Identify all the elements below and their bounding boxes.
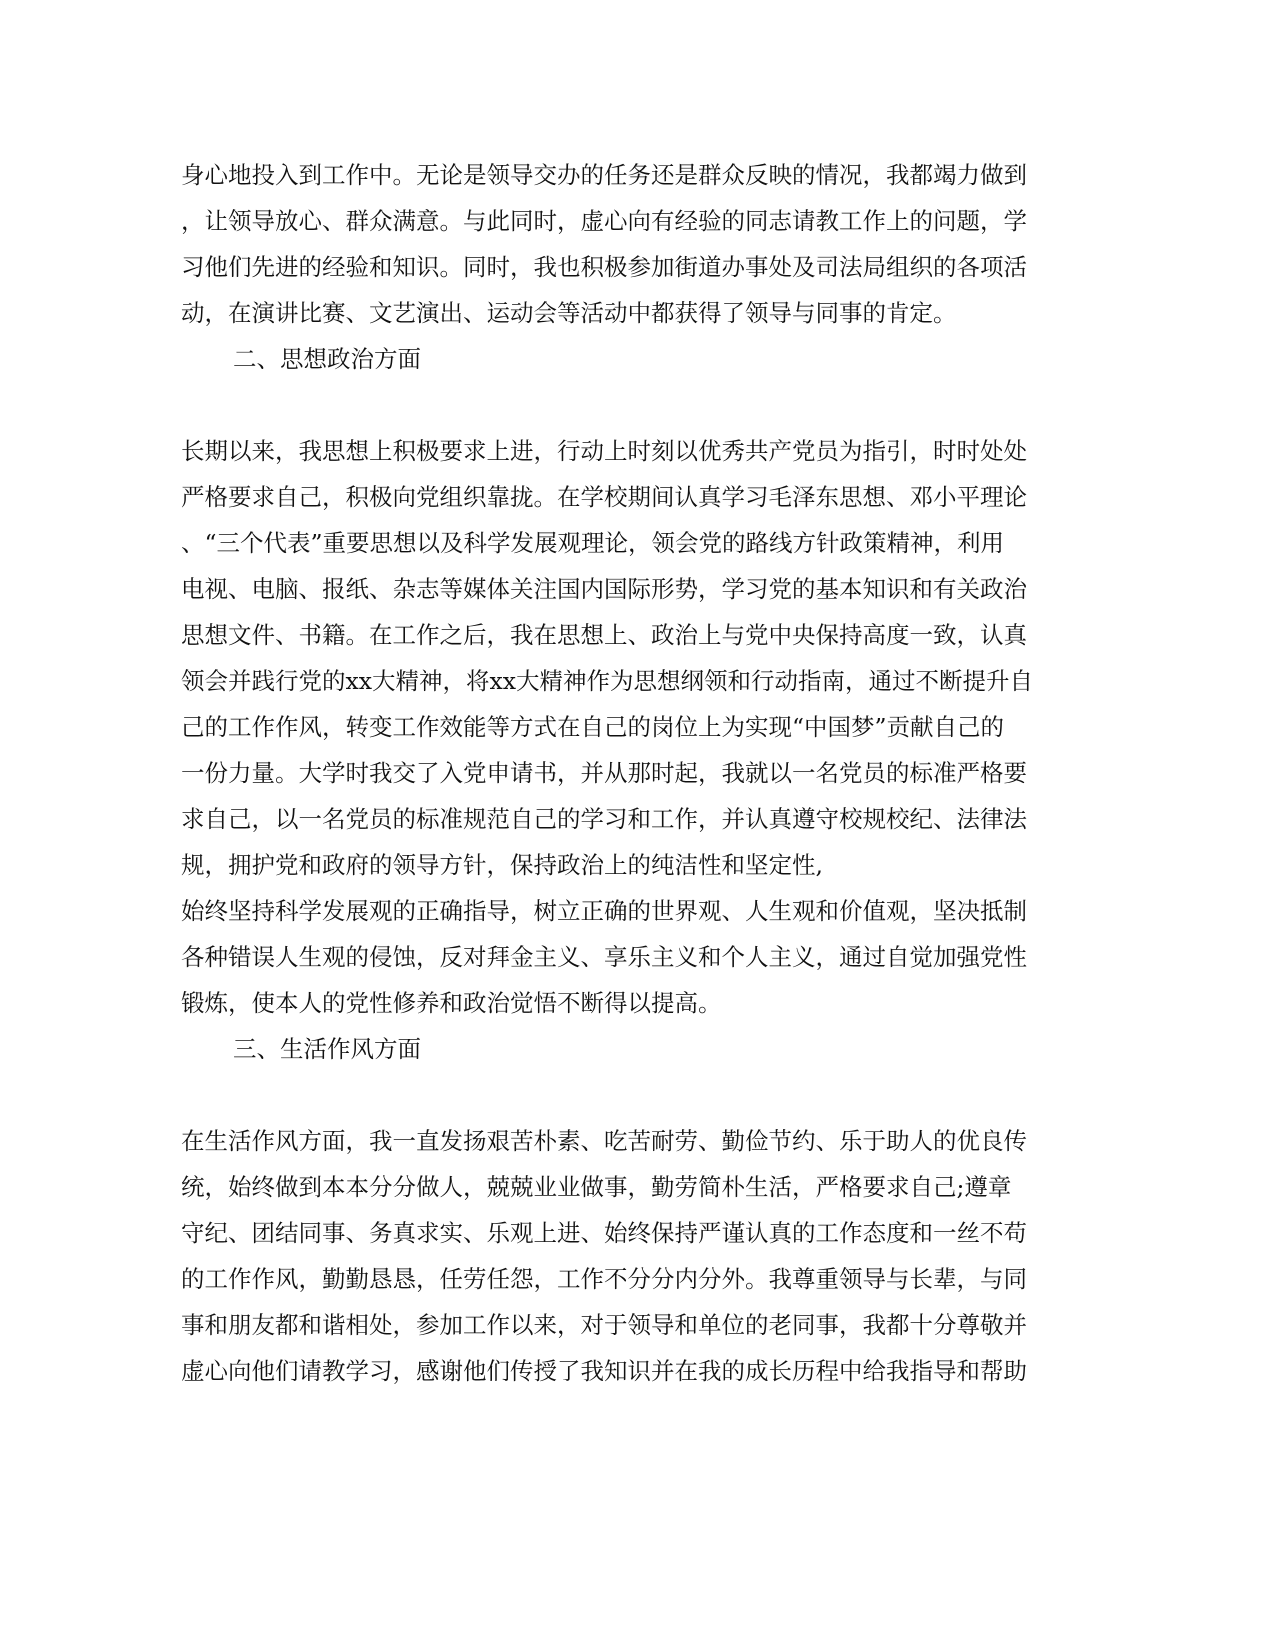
paragraph-line: 一份力量。大学时我交了入党申请书，并从那时起，我就以一名党员的标准严格要 [181, 759, 1027, 787]
paragraph-line: 电视、电脑、报纸、杂志等媒体关注国内国际形势，学习党的基本知识和有关政治 [181, 575, 1027, 603]
paragraph-line: 锻炼，使本人的党性修养和政治觉悟不断得以提高。 [181, 989, 722, 1017]
paragraph-line: ，让领导放心、群众满意。与此同时，虚心向有经验的同志请教工作上的问题，学 [181, 207, 1027, 235]
paragraph-line: 守纪、团结同事、务真求实、乐观上进、始终保持严谨认真的工作态度和一丝不苟 [181, 1219, 1027, 1247]
paragraph-line: 始终坚持科学发展观的正确指导，树立正确的世界观、人生观和价值观，坚决抵制 [181, 897, 1027, 925]
paragraph-line: 规，拥护党和政府的领导方针，保持政治上的纯洁性和坚定性, [181, 851, 823, 879]
paragraph-line: 各种错误人生观的侵蚀，反对拜金主义、享乐主义和个人主义，通过自觉加强党性 [181, 943, 1027, 971]
paragraph-line: 长期以来，我思想上积极要求上进，行动上时刻以优秀共产党员为指引，时时处处 [181, 437, 1027, 465]
paragraph-line: 事和朋友都和谐相处，参加工作以来，对于领导和单位的老同事，我都十分尊敬并 [181, 1311, 1027, 1339]
paragraph-line: 动，在演讲比赛、文艺演出、运动会等活动中都获得了领导与同事的肯定。 [181, 299, 957, 327]
paragraph-line: 在生活作风方面，我一直发扬艰苦朴素、吃苦耐劳、勤俭节约、乐于助人的优良传 [181, 1127, 1027, 1155]
paragraph-line: 求自己，以一名党员的标准规范自己的学习和工作，并认真遵守校规校纪、法律法 [181, 805, 1027, 833]
section-heading-lifestyle: 三、生活作风方面 [233, 1035, 421, 1063]
paragraph-line: 领会并践行党的xx大精神，将xx大精神作为思想纲领和行动指南，通过不断提升自 [181, 667, 1034, 695]
paragraph-line: 、“三个代表”重要思想以及科学发展观理论，领会党的路线方针政策精神，利用 [181, 529, 1005, 557]
paragraph-line: 身心地投入到工作中。无论是领导交办的任务还是群众反映的情况，我都竭力做到 [181, 161, 1027, 189]
paragraph-line: 己的工作作风，转变工作效能等方式在自己的岗位上为实现“中国梦”贡献自己的 [181, 713, 1005, 741]
paragraph-line: 思想文件、书籍。在工作之后，我在思想上、政治上与党中央保持高度一致，认真 [181, 621, 1027, 649]
section-heading-politics: 二、思想政治方面 [233, 345, 421, 373]
paragraph-line: 虚心向他们请教学习，感谢他们传授了我知识并在我的成长历程中给我指导和帮助 [181, 1357, 1027, 1385]
paragraph-line: 统，始终做到本本分分做人，兢兢业业做事，勤劳简朴生活，严格要求自己;遵章 [181, 1173, 1012, 1201]
paragraph-line: 习他们先进的经验和知识。同时，我也积极参加街道办事处及司法局组织的各项活 [181, 253, 1027, 281]
paragraph-line: 严格要求自己，积极向党组织靠拢。在学校期间认真学习毛泽东思想、邓小平理论 [181, 483, 1027, 511]
paragraph-line: 的工作作风，勤勤恳恳，任劳任怨，工作不分分内分外。我尊重领导与长辈，与同 [181, 1265, 1027, 1293]
